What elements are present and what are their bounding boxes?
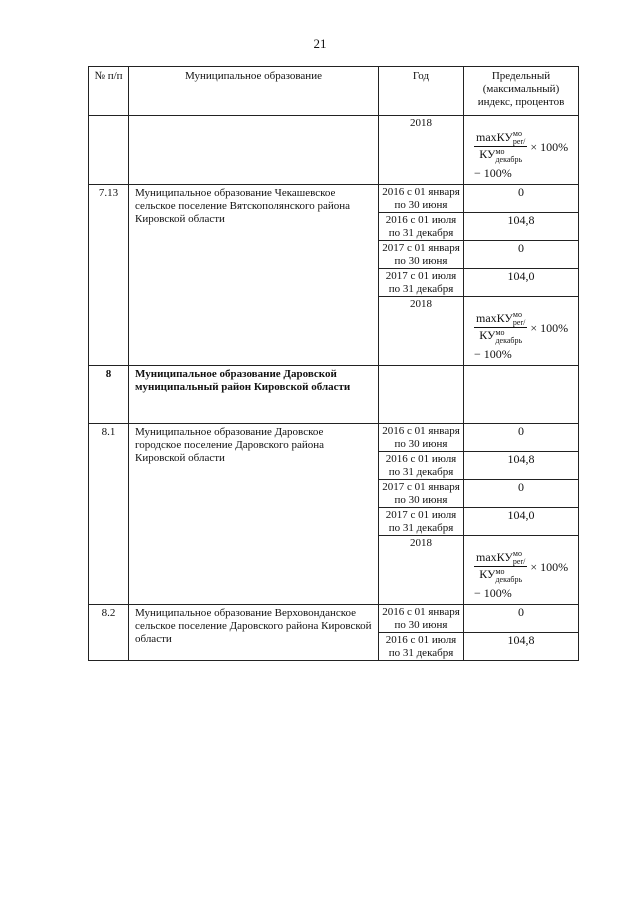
table-row [89, 116, 579, 185]
table-row [89, 424, 579, 452]
index-value: 104,8 [464, 452, 579, 480]
index-value: 0 [464, 185, 579, 213]
index-formula: maxКУмо per/ КУмо декабрь × 100% − 100% [474, 310, 569, 361]
year-cell: 2016 с 01 июля по 31 декабря [379, 452, 464, 480]
header-municipality: Муниципальное образование [129, 67, 379, 116]
index-value: 104,8 [464, 213, 579, 241]
index-formula: maxКУмо per/ КУмо декабрь × 100% − 100% [474, 549, 569, 600]
year-cell: 2016 с 01 июля по 31 декабря [379, 213, 464, 241]
year-cell: 2016 с 01 января по 30 июня [379, 185, 464, 213]
header-year: Год [379, 67, 464, 116]
row-number: 8.1 [89, 424, 129, 605]
page-number: 21 [313, 36, 327, 51]
municipality-name: Муниципальное образование Чекашевское сельское поселение Вятскополянского района Кировской области [129, 185, 379, 366]
formula-cell [464, 536, 579, 605]
year-cell: 2016 с 01 июля по 31 декабря [379, 633, 464, 661]
table-row [89, 185, 579, 213]
year-cell: 2016 с 01 января по 30 июня [379, 605, 464, 633]
row-number: 8.2 [89, 605, 129, 661]
municipality-name: Муниципальное образование Верховонданское сельское поселение Даровского района Кировской области [129, 605, 379, 661]
tariff-index-table [88, 66, 579, 661]
index-value: 0 [464, 424, 579, 452]
table-row [89, 366, 579, 424]
year-cell: 2017 с 01 января по 30 июня [379, 480, 464, 508]
municipality-name: Муниципальное образование Даровской муниципальный район Кировской области [129, 366, 379, 424]
index-value: 0 [464, 241, 579, 269]
index-value: 0 [464, 480, 579, 508]
index-formula: maxКУмо per/ КУмо декабрь × 100% − 100% [474, 129, 569, 180]
formula-cell [464, 116, 579, 185]
table-row [89, 605, 579, 633]
year-cell: 2018 [379, 536, 464, 605]
year-cell: 2018 [379, 297, 464, 366]
year-cell: 2017 с 01 июля по 31 декабря [379, 269, 464, 297]
municipality-name: Муниципальное образование Даровское городское поселение Даровского района Кировской области [129, 424, 379, 605]
row-number: 8 [89, 366, 129, 424]
formula-cell [464, 297, 579, 366]
index-value: 104,0 [464, 269, 579, 297]
year-cell: 2017 с 01 июля по 31 декабря [379, 508, 464, 536]
index-value: 104,0 [464, 508, 579, 536]
year-cell: 2017 с 01 января по 30 июня [379, 241, 464, 269]
header-index: Предельный (максимальный) индекс, процентов [464, 67, 579, 116]
index-value: 0 [464, 605, 579, 633]
table-header-row [89, 67, 579, 116]
year-cell: 2016 с 01 января по 30 июня [379, 424, 464, 452]
index-value: 104,8 [464, 633, 579, 661]
header-num: № п/п [89, 67, 129, 116]
year-cell: 2018 [379, 116, 464, 185]
row-number: 7.13 [89, 185, 129, 366]
